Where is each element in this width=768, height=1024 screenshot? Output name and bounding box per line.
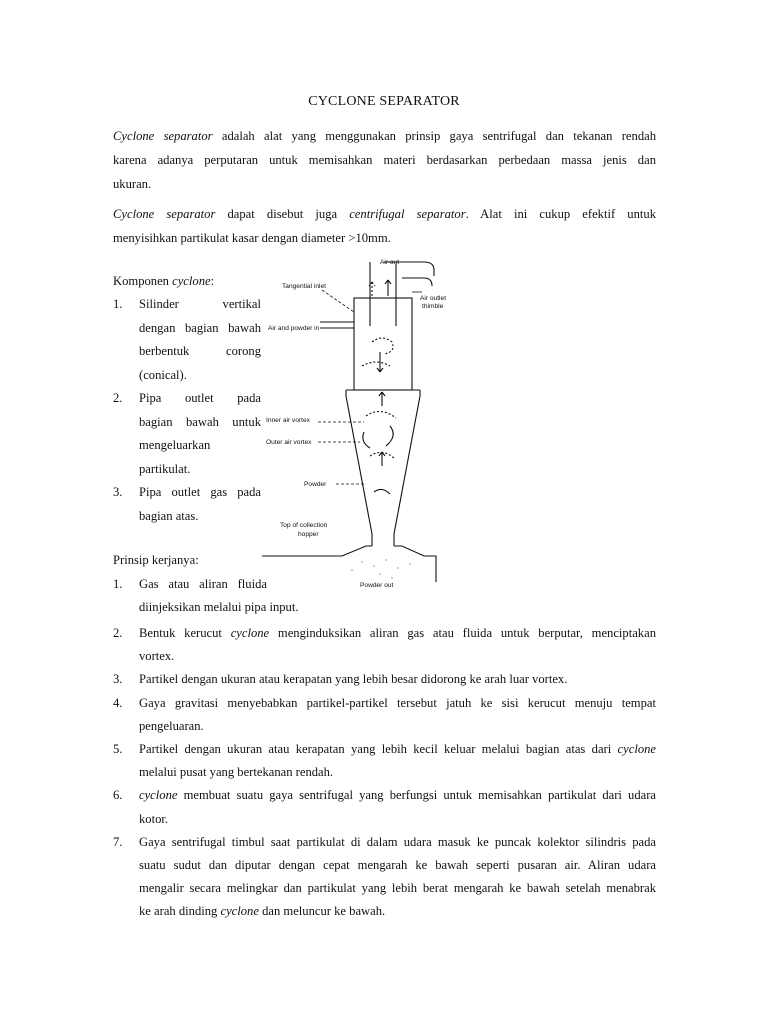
- principle-item-4-line-1: Gaya gravitasi menyebabkan partikel-partikel tersebut jatuh ke sisi kerucut menuju tempat: [139, 695, 656, 710]
- label-air-powder-in: Air and powder in: [268, 325, 320, 332]
- cylinder-body: [354, 298, 412, 390]
- principle-item-6-line-1: [139, 784, 656, 807]
- principle-item-7-number: 7.: [113, 834, 123, 849]
- component-item-3-line-2: bagian atas.: [139, 508, 199, 523]
- principle-item-7-line-1: Gaya sentrifugal timbul saat partikulat di dalam udara masuk ke puncak kolektor silindris pada: [139, 834, 656, 849]
- principle-item-6-em: cyclone: [139, 788, 178, 803]
- principle-item-5-line-1: [139, 738, 656, 761]
- component-item-2-line-1: Pipa outlet pada: [139, 391, 261, 405]
- principle-item-1-number: 1.: [113, 577, 123, 591]
- component-item-1-line-1: Silinder vertikal: [139, 297, 261, 311]
- principle-item-2-line-1: [139, 622, 656, 645]
- components-label-pre: Komponen: [113, 274, 173, 288]
- principle-item-2-em: cyclone: [230, 626, 270, 640]
- intro2-em2: centrifugal separator: [349, 207, 466, 221]
- component-item-3-line-1: Pipa outlet gas pada: [139, 485, 261, 499]
- intro2-mid: dapat disebut juga: [215, 207, 350, 221]
- principle-item-2-number: 2.: [113, 626, 123, 640]
- label-inner-vortex: Inner air vortex: [266, 417, 310, 424]
- principle-item-1-line-2: diinjeksikan melalui pipa input.: [139, 600, 299, 615]
- components-label-post: :: [210, 274, 215, 288]
- intro1-line2: karena adanya perputaran untuk memisahkan materi berdasarkan perbedaan massa jenis dan: [113, 153, 656, 167]
- label-outer-vortex: Outer air vortex: [266, 439, 312, 446]
- principle-list: [113, 622, 656, 924]
- principle-item-4-number: 4.: [113, 695, 123, 710]
- principle-item-7-line-4: [139, 900, 656, 923]
- principle-item-2: [113, 622, 656, 668]
- component-item-2-line-3: mengeluarkan: [139, 438, 211, 453]
- principle-item-6-line-2: kotor.: [139, 811, 169, 826]
- intro1-em: Cyclone separator: [113, 129, 213, 143]
- label-hopper: hopper: [298, 531, 319, 538]
- principle-item-7-line4-post: dan meluncur ke bawah.: [258, 904, 386, 919]
- principle-item-1: [113, 573, 656, 619]
- component-item-3-number: 3.: [113, 485, 123, 499]
- intro2-line2: menyisihkan partikulat kasar dengan diameter >10mm.: [113, 231, 391, 245]
- principle-item-1-line-1: Gas atau aliran fluida: [139, 577, 267, 591]
- intro1-rest: adalah alat yang menggunakan prinsip gaya sentrifugal dan tekanan rendah: [212, 129, 657, 143]
- intro-paragraph-1: [113, 124, 656, 196]
- intro1-line3: ukuran.: [113, 177, 152, 191]
- principle-item-5-pre: Partikel dengan ukuran atau kerapatan yang lebih kecil keluar melalui bagian atas dari: [139, 742, 618, 757]
- component-item-2-number: 2.: [113, 391, 123, 405]
- component-item-1-line-2: dengan bagian bawah: [139, 320, 261, 335]
- principle-item-5-em: cyclone: [617, 742, 656, 757]
- principle-item-5-line-2: melalui pusat yang bertekanan rendah.: [139, 765, 334, 780]
- page-title: CYCLONE SEPARATOR: [308, 94, 460, 109]
- component-item-2-line-4: partikulat.: [139, 461, 191, 476]
- label-air-out: Air out: [380, 259, 400, 266]
- label-powder: Powder: [304, 481, 327, 488]
- principle-item-4: [113, 692, 656, 738]
- component-item-1-line-3: berbentuk corong: [139, 344, 261, 359]
- label-top-collection: Top of collection: [280, 522, 328, 529]
- principle-item-7-line4-em: cyclone: [220, 904, 259, 919]
- components-label: [113, 274, 214, 289]
- principle-item-5: [113, 738, 656, 784]
- cyclone-diagram: [262, 256, 447, 590]
- principle-item-2-line-2: vortex.: [139, 649, 175, 664]
- principle-item-2-pre: Bentuk kerucut: [139, 626, 231, 640]
- intro-paragraph-2: [113, 202, 656, 250]
- label-tangential-inlet: Tangential inlet: [282, 283, 326, 290]
- intro2-rest: . Alat ini cukup efektif untuk: [465, 207, 656, 221]
- principle-item-2-post: menginduksikan aliran gas atau fluida untuk berputar, menciptakan: [269, 626, 656, 640]
- component-item-1-number: 1.: [113, 297, 123, 311]
- principle-item-6-post: membuat suatu gaya sentrifugal yang berfungsi untuk memisahkan partikulat dari udara: [177, 788, 656, 803]
- principle-item-6: [113, 784, 656, 830]
- label-thimble: thimble: [422, 303, 444, 310]
- cone-right-side: [394, 396, 420, 534]
- component-item-1-line-4: (conical).: [139, 367, 187, 382]
- principle-item-5-number: 5.: [113, 742, 123, 757]
- intro2-em1: Cyclone separator: [113, 207, 216, 221]
- cyclone-diagram-svg: [262, 256, 447, 590]
- intro2-line1: [113, 202, 656, 226]
- component-item-2-line-2: bagian bawah untuk: [139, 414, 261, 429]
- principle-item-3-text: Partikel dengan ukuran atau kerapatan yang lebih besar didorong ke arah luar vortex.: [139, 672, 568, 687]
- principle-item-7-line4-pre: ke arah dinding: [139, 904, 221, 919]
- principle-item-6-number: 6.: [113, 788, 123, 803]
- principle-item-7: [113, 831, 656, 924]
- principle-item-4-line-2: pengeluaran.: [139, 718, 204, 733]
- principle-item-3-number: 3.: [113, 672, 123, 687]
- label-air-outlet: Air outlet: [420, 295, 447, 302]
- principle-label: Prinsip kerjanya:: [113, 553, 199, 567]
- components-label-em: cyclone: [172, 274, 211, 288]
- cone-left-side: [346, 396, 372, 534]
- principle-item-3: [113, 668, 656, 691]
- principle-item-7-line-2: suatu sudut dan diputar dengan cepat mengarah ke bawah seperti pusaran air. Aliran udara: [139, 858, 656, 873]
- principle-item-7-line-3: mengalir secara melingkar dan partikulat yang lebih berat mengarah ke bawah setelah menabrak: [139, 881, 656, 896]
- intro1-line1: [113, 124, 656, 148]
- label-powder-out: Powder out: [360, 582, 394, 589]
